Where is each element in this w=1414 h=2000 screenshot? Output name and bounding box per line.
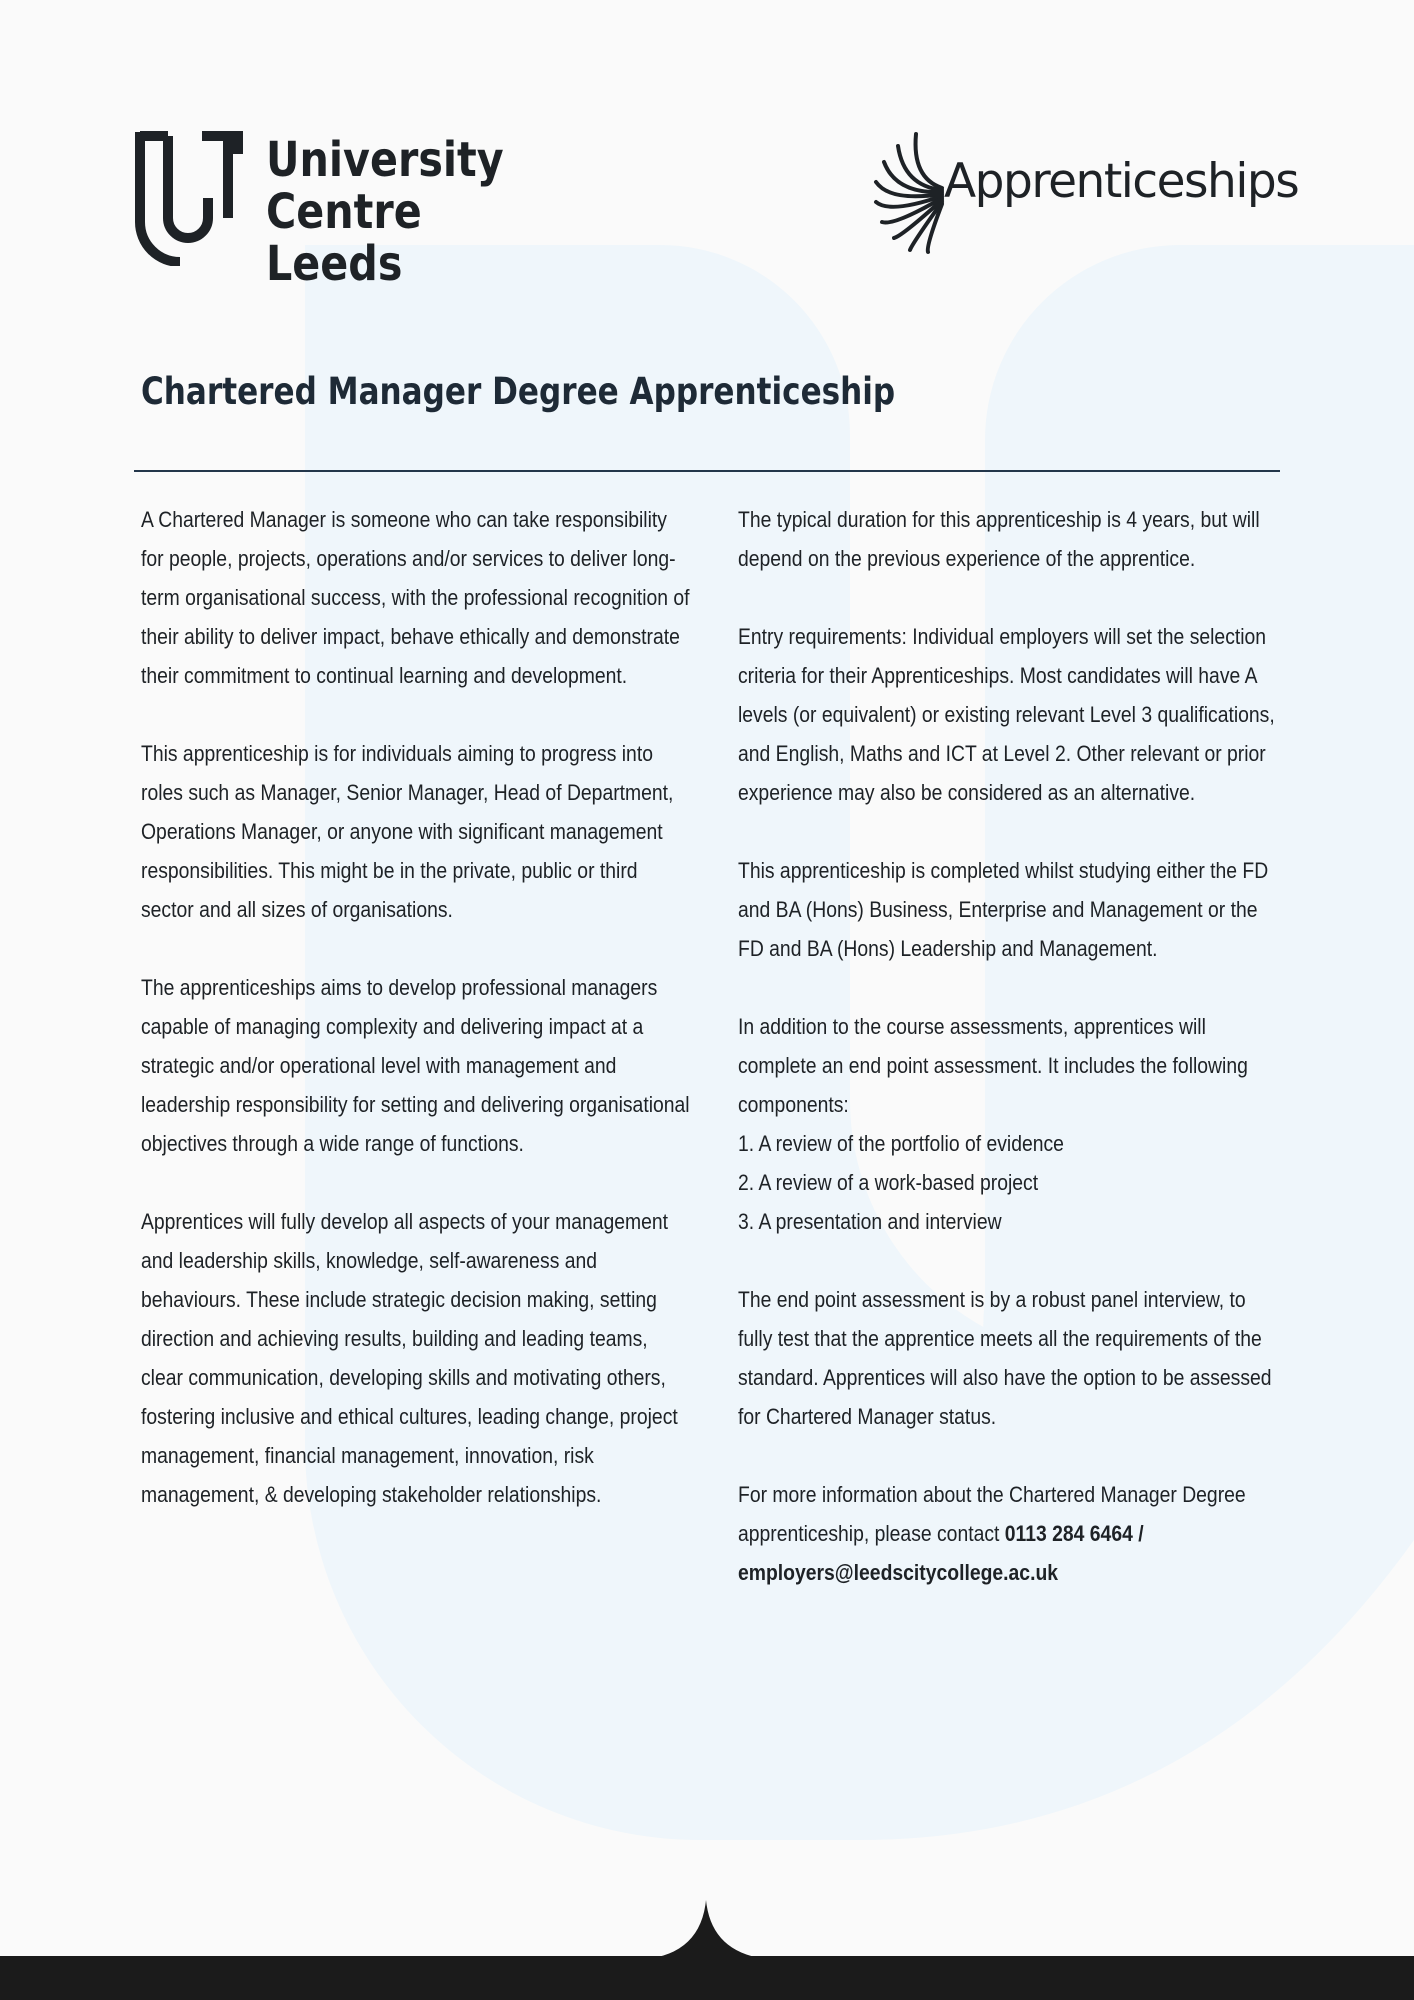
- list-item: 1. A review of the portfolio of evidence: [738, 1131, 1064, 1156]
- paragraph-duration: The typical duration for this apprenticeship is 4 years, but will depend on the previous experience of the apprentice.: [738, 507, 1260, 571]
- footer-notch-shape: [600, 1890, 814, 1960]
- university-centre-leeds-logo: [134, 130, 574, 292]
- ucl-logo-mark-icon: [134, 130, 244, 266]
- assessment-section: [738, 1007, 1282, 1241]
- paragraph-aims: The apprenticeships aims to develop professional managers capable of managing complexity and delivering impact at a strategic and/or operational level with management and leadership responsibility for setting and delivering organisational objectives through a wide range of functions.: [141, 975, 690, 1156]
- paragraph-roles: This apprenticeship is for individuals aiming to progress into roles such as Manager, Senior Manager, Head of Department, Operations Manager, or anyone with significant management responsibilities. This might be in the private, public or third sector and all sizes of organisations.: [141, 741, 674, 922]
- paragraph-definition: A Chartered Manager is someone who can take responsibility for people, projects, operations and/or services to deliver long-term organisational success, with the professional recognition of their ability to deliver impact, behave ethically and demonstrate their commitment to continual learning and development.: [141, 507, 690, 688]
- paragraph-entry-requirements: Entry requirements: Individual employers will set the selection criteria for their Apprenticeships. Most candidates will have A levels (or equivalent) or existing relevant Level 3 qualifications, and English, Maths and ICT at Level 2. Other relevant or prior experience may also be considered as an alternative.: [738, 624, 1275, 805]
- paragraph-contact: [738, 1475, 1282, 1592]
- apprenticeships-logo: [872, 128, 1299, 256]
- paragraph-end-point: The end point assessment is by a robust panel interview, to fully test that the apprentice meets all the requirements of the standard. Apprentices will also have the option to be assessed for Chartered Manager status.: [738, 1287, 1272, 1429]
- ucl-logo-line2: Centre Leeds: [266, 184, 422, 292]
- right-column: [738, 500, 1282, 1592]
- contact-email-link[interactable]: employers@leedscitycollege.ac.uk: [738, 1560, 1059, 1585]
- paragraph-study: This apprenticeship is completed whilst studying either the FD and BA (Hons) Business, Enterprise and Management or the FD and BA (Hons) Leadership and Management.: [738, 858, 1269, 961]
- assessment-list: [738, 1124, 1282, 1241]
- list-item: 3. A presentation and interview: [738, 1209, 1002, 1234]
- list-item: 2. A review of a work-based project: [738, 1170, 1039, 1195]
- paragraph-skills: Apprentices will fully develop all aspects of your management and leadership skills, knowledge, self-awareness and behaviours. These include strategic decision making, setting direction and achieving results, building and leading teams, clear communication, developing skills and motivating others, fostering inclusive and ethical cultures, leading change, project management, financial management, innovation, risk management, & developing stakeholder relationships.: [141, 1209, 678, 1507]
- contact-separator: /: [1132, 1521, 1144, 1546]
- paragraph-assessment-intro: In addition to the course assessments, apprentices will complete an end point assessment. It includes the following components:: [738, 1014, 1248, 1117]
- divider: [134, 470, 1280, 472]
- left-column: [141, 500, 691, 1514]
- apprenticeships-logo-text: Apprenticeships: [944, 154, 1299, 209]
- footer-bar: [0, 1956, 1414, 2000]
- contact-text: For more information about the Chartered Manager Degree apprenticeship, please contact: [738, 1482, 1246, 1546]
- ucl-logo-line1: University: [266, 132, 504, 188]
- contact-phone[interactable]: 0113 284 6464: [1004, 1521, 1133, 1546]
- page-title: Chartered Manager Degree Apprenticeship: [141, 370, 896, 413]
